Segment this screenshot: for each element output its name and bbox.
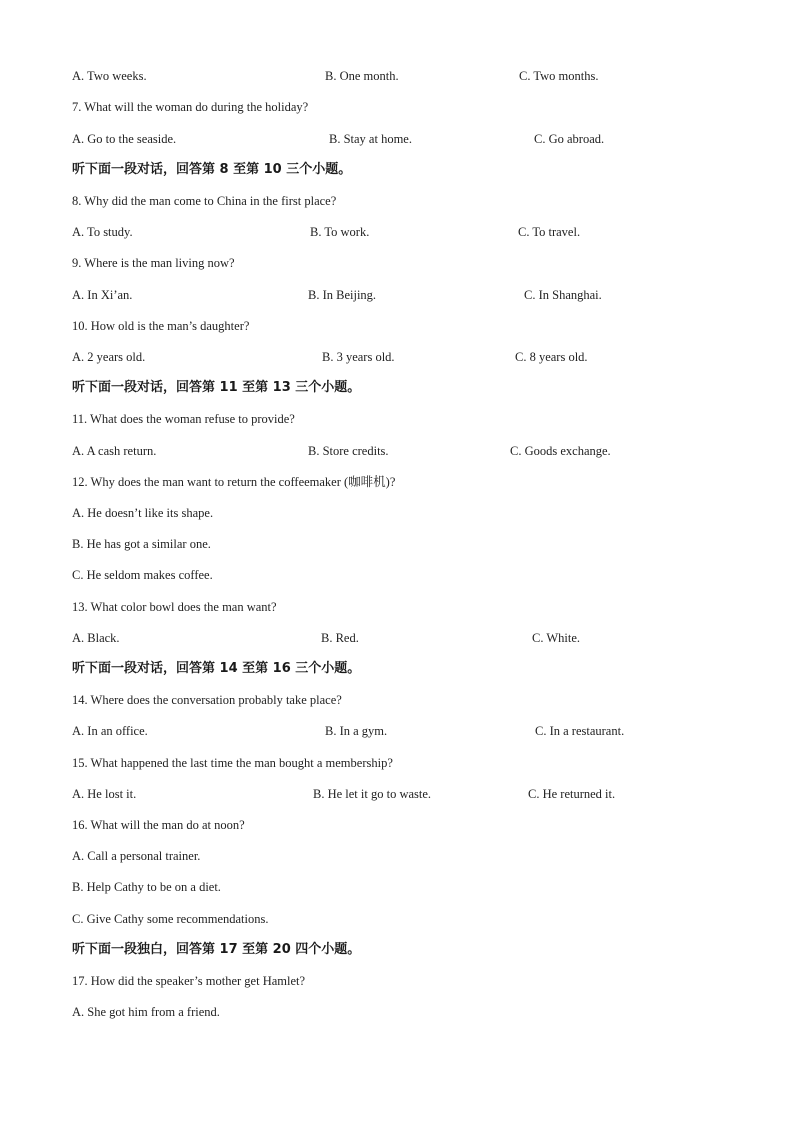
question-text: 7. What will the woman do during the holiday? xyxy=(72,100,309,114)
answer-option: C. In a restaurant. xyxy=(535,724,625,738)
answer-option: C. Two months. xyxy=(519,69,599,83)
section-heading: 听下面一段对话，回答第 8 至第 10 三个小题。 xyxy=(72,162,352,177)
answer-option: A. 2 years old. xyxy=(72,350,146,364)
answer-option: B. He let it go to waste. xyxy=(313,787,432,801)
answer-option: C. Goods exchange. xyxy=(510,444,611,458)
question-text: C. He seldom makes coffee. xyxy=(72,568,213,582)
section-heading: 听下面一段对话，回答第 11 至第 13 三个小题。 xyxy=(72,380,361,395)
answer-option: A. A cash return. xyxy=(72,444,157,458)
question-text: B. He has got a similar one. xyxy=(72,537,211,551)
answer-option: B. To work. xyxy=(310,225,370,239)
question-text: A. She got him from a friend. xyxy=(72,1005,220,1019)
answer-option: A. Two weeks. xyxy=(72,69,147,83)
question-text: 16. What will the man do at noon? xyxy=(72,818,245,832)
question-text: C. Give Cathy some recommendations. xyxy=(72,912,269,926)
answer-option: C. Go abroad. xyxy=(534,132,605,146)
answer-option: C. To travel. xyxy=(518,225,581,239)
answer-option: B. Store credits. xyxy=(308,444,389,458)
question-text: A. He doesn’t like its shape. xyxy=(72,506,214,520)
question-text: B. Help Cathy to be on a diet. xyxy=(72,880,221,894)
question-text: 13. What color bowl does the man want? xyxy=(72,600,277,614)
question-text: 9. Where is the man living now? xyxy=(72,256,235,270)
question-text: 14. Where does the conversation probably take place? xyxy=(72,693,342,707)
answer-option: C. 8 years old. xyxy=(515,350,588,364)
answer-option: B. Stay at home. xyxy=(329,132,412,146)
answer-option: B. In a gym. xyxy=(325,724,388,738)
answer-option: A. Go to the seaside. xyxy=(72,132,177,146)
answer-option: B. One month. xyxy=(325,69,399,83)
question-text: A. Call a personal trainer. xyxy=(72,849,201,863)
answer-option: B. In Beijing. xyxy=(308,288,377,302)
question-text: 10. How old is the man’s daughter? xyxy=(72,319,250,333)
section-heading: 听下面一段对话，回答第 14 至第 16 三个小题。 xyxy=(72,661,361,676)
answer-option: B. 3 years old. xyxy=(322,350,395,364)
question-text: 17. How did the speaker’s mother get Hamlet? xyxy=(72,974,306,988)
answer-option: C. In Shanghai. xyxy=(524,288,602,302)
question-text: 11. What does the woman refuse to provide? xyxy=(72,412,295,426)
answer-option: A. He lost it. xyxy=(72,787,137,801)
section-heading: 听下面一段独白，回答第 17 至第 20 四个小题。 xyxy=(72,942,361,957)
question-text: 15. What happened the last time the man bought a membership? xyxy=(72,756,393,770)
answer-option: A. In an office. xyxy=(72,724,148,738)
question-text: 8. Why did the man come to China in the first place? xyxy=(72,194,337,208)
answer-option: A. In Xi’an. xyxy=(72,288,133,302)
answer-option: C. White. xyxy=(532,631,581,645)
answer-option: A. To study. xyxy=(72,225,133,239)
question-text: 12. Why does the man want to return the coffeemaker (咖啡机)? xyxy=(72,475,396,489)
answer-option: C. He returned it. xyxy=(528,787,616,801)
answer-option: B. Red. xyxy=(321,631,359,645)
answer-option: A. Black. xyxy=(72,631,120,645)
